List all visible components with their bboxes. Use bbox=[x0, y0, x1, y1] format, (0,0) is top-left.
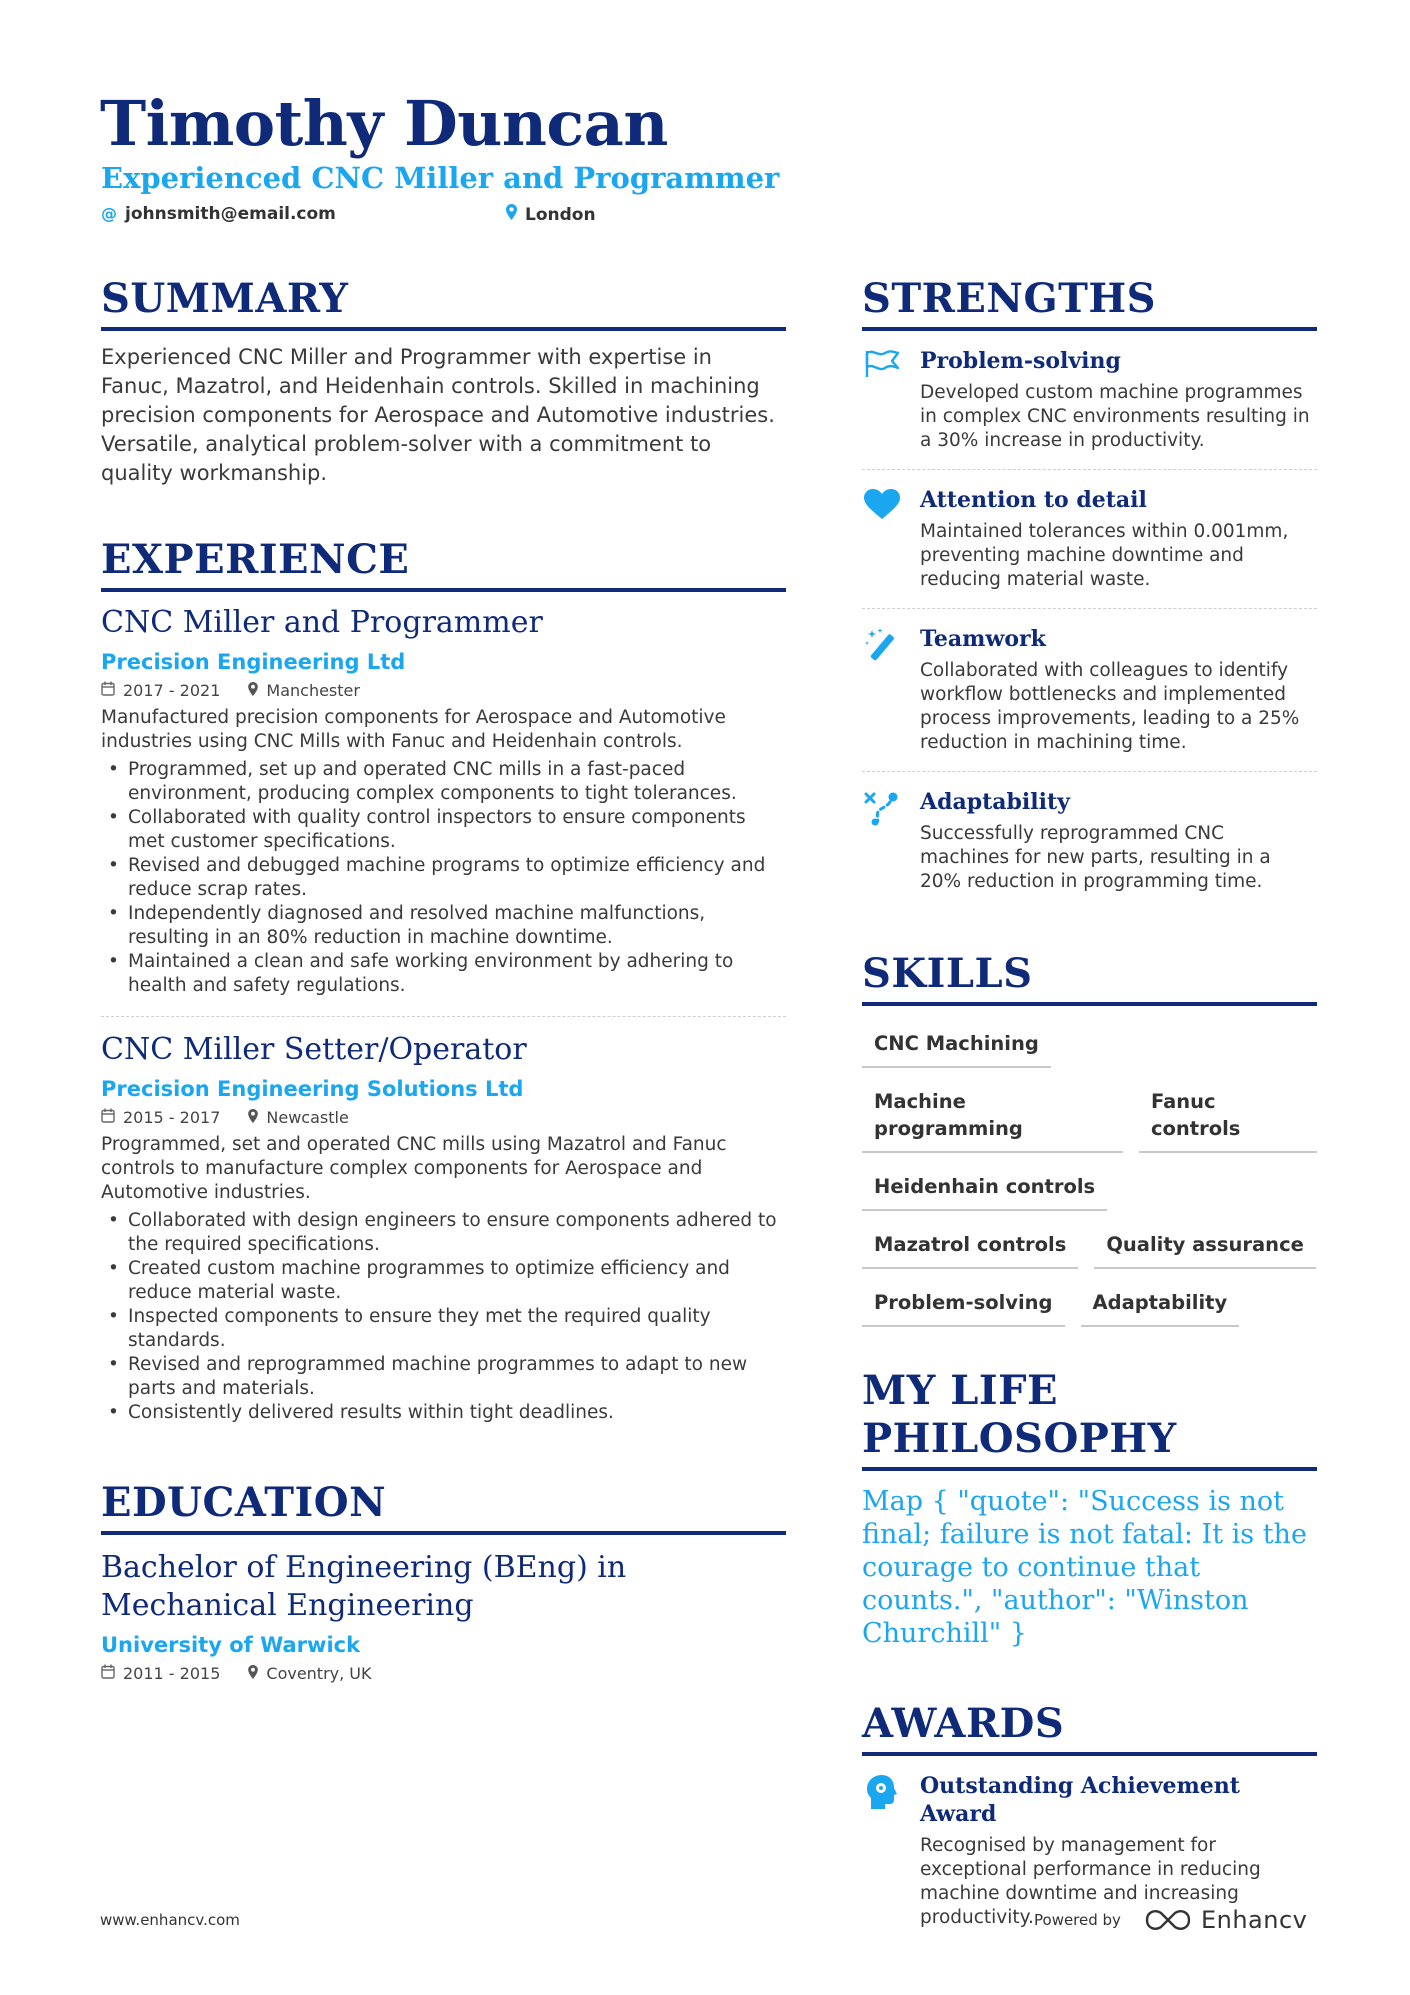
headline: Experienced CNC Miller and Programmer bbox=[101, 161, 780, 195]
education-dates: 2011 - 2015 bbox=[123, 1664, 221, 1683]
bullet-item: • Maintained a clean and safe working environment by adhering to health and safety regulations. bbox=[101, 950, 786, 998]
job-dates: 2017 - 2021 bbox=[123, 681, 221, 700]
head-icon bbox=[865, 1774, 899, 1930]
location-pin-icon bbox=[506, 204, 517, 225]
bullet-item: • Created custom machine programmes to optimize efficiency and reduce material waste. bbox=[101, 1257, 786, 1305]
skills-list bbox=[862, 1024, 1317, 1327]
bullet-item: • Consistently delivered results within tight deadlines. bbox=[101, 1401, 786, 1425]
skill-tag: Adaptability bbox=[1081, 1283, 1240, 1327]
education-meta bbox=[101, 1663, 786, 1685]
education-section bbox=[101, 1479, 786, 1685]
job-location: Newcastle bbox=[266, 1108, 349, 1127]
skill-tag: Fanuc controls bbox=[1139, 1082, 1317, 1153]
flag-icon bbox=[863, 349, 901, 453]
location-contact bbox=[506, 204, 596, 225]
job-location: Manchester bbox=[266, 681, 360, 700]
calendar-icon bbox=[101, 1107, 115, 1129]
job-bullets bbox=[101, 1209, 786, 1425]
heart-icon bbox=[863, 488, 901, 592]
job-entry bbox=[101, 1031, 786, 1437]
strength-title: Problem-solving bbox=[920, 348, 1121, 374]
location-text: London bbox=[525, 204, 596, 225]
experience-section bbox=[101, 536, 786, 1437]
award-title: Outstanding Achievement Award bbox=[920, 1773, 1240, 1827]
calendar-icon bbox=[101, 680, 115, 702]
enhancv-logo-icon bbox=[1145, 1909, 1191, 1931]
right-column bbox=[862, 275, 1317, 1946]
bullet-item: • Programmed, set up and operated CNC mills in a fast-paced environment, producing complex components to tight tolerances. bbox=[101, 758, 786, 806]
strength-description: Collaborated with colleagues to identify workflow bottlenecks and implemented process improvements, leading to a 25% reduction in machining time. bbox=[920, 660, 1300, 753]
award-description: Recognised by management for exceptional performance in reducing machine downtime and increasing productivity. bbox=[920, 1835, 1261, 1928]
strengths-title: STRENGTHS bbox=[862, 275, 1317, 331]
strength-item bbox=[862, 609, 1317, 772]
route-icon bbox=[864, 790, 900, 894]
strength-title: Teamwork bbox=[920, 626, 1046, 652]
job-bullets bbox=[101, 758, 786, 998]
skills-section bbox=[862, 950, 1317, 1327]
strength-item bbox=[862, 331, 1317, 470]
summary-section bbox=[101, 275, 786, 488]
bullet-item: • Collaborated with quality control inspectors to ensure components met customer specifications. bbox=[101, 806, 786, 854]
candidate-name: Timothy Duncan bbox=[100, 87, 668, 160]
skill-tag: Quality assurance bbox=[1094, 1225, 1316, 1269]
enhancv-logo[interactable] bbox=[1145, 1906, 1307, 1934]
footer-branding bbox=[1034, 1906, 1307, 1934]
bullet-item: • Independently diagnosed and resolved machine malfunctions, resulting in an 80% reduction in machine downtime. bbox=[101, 902, 786, 950]
bullet-item: • Inspected components to ensure they met the required quality standards. bbox=[101, 1305, 786, 1353]
skill-tag: Machine programming bbox=[862, 1082, 1123, 1153]
experience-title: EXPERIENCE bbox=[101, 536, 786, 592]
philosophy-section bbox=[862, 1367, 1317, 1650]
job-entry bbox=[101, 604, 786, 1010]
school-name: University of Warwick bbox=[101, 1633, 361, 1657]
skill-tag: Mazatrol controls bbox=[862, 1225, 1078, 1269]
philosophy-title: MY LIFE PHILOSOPHY bbox=[862, 1367, 1317, 1471]
job-meta bbox=[101, 1107, 786, 1129]
education-location: Coventry, UK bbox=[266, 1664, 372, 1683]
at-icon: @ bbox=[101, 204, 117, 223]
brand-name: Enhancv bbox=[1200, 1906, 1308, 1934]
summary-title: SUMMARY bbox=[101, 275, 786, 331]
skills-title: SKILLS bbox=[862, 950, 1317, 1006]
magic-wand-icon bbox=[864, 627, 900, 755]
bullet-item: • Revised and reprogrammed machine programmes to adapt to new parts and materials. bbox=[101, 1353, 786, 1401]
location-pin-icon bbox=[248, 680, 258, 702]
strength-description: Maintained tolerances within 0.001mm, preventing machine downtime and reducing material waste. bbox=[920, 521, 1289, 590]
skill-tag: Heidenhain controls bbox=[862, 1167, 1107, 1211]
job-divider bbox=[101, 1016, 786, 1017]
bullet-item: • Collaborated with design engineers to ensure components adhered to the required specifications. bbox=[101, 1209, 786, 1257]
strength-description: Developed custom machine programmes in complex CNC environments resulting in a 30% increase in productivity. bbox=[920, 382, 1310, 451]
strength-title: Attention to detail bbox=[920, 487, 1147, 513]
summary-text: Experienced CNC Miller and Programmer with expertise in Fanuc, Mazatrol, and Heidenhain controls. Skilled in machining precision components for Aerospace and Automotive industries. Versatile, analytical problem-solver with a commitment to quality workmanship. bbox=[101, 345, 775, 485]
job-dates: 2015 - 2017 bbox=[123, 1108, 221, 1127]
bullet-item: • Revised and debugged machine programs to optimize efficiency and reduce scrap rates. bbox=[101, 854, 786, 902]
strength-description: Successfully reprogrammed CNC machines for new parts, resulting in a 20% reduction in programming time. bbox=[920, 823, 1271, 892]
location-pin-icon bbox=[248, 1107, 258, 1129]
strength-item bbox=[862, 772, 1317, 910]
email-contact[interactable] bbox=[101, 204, 336, 224]
degree-title: Bachelor of Engineering (BEng) in Mechanical Engineering bbox=[101, 1550, 627, 1623]
job-meta bbox=[101, 680, 786, 702]
skill-tag: CNC Machining bbox=[862, 1024, 1051, 1068]
left-column bbox=[101, 275, 786, 1685]
company-name: Precision Engineering Solutions Ltd bbox=[101, 1077, 524, 1101]
philosophy-quote: Map { "quote": "Success is not final; failure is not fatal: It is the courage to continue that counts.", "author": "Winston Churchill" } bbox=[862, 1486, 1307, 1649]
education-title: EDUCATION bbox=[101, 1479, 786, 1535]
job-title: CNC Miller and Programmer bbox=[101, 605, 543, 640]
strength-title: Adaptability bbox=[920, 789, 1070, 815]
awards-title: AWARDS bbox=[862, 1700, 1317, 1756]
powered-by-text: Powered by bbox=[1034, 1911, 1121, 1929]
skill-tag: Problem-solving bbox=[862, 1283, 1065, 1327]
job-description: Manufactured precision components for Aerospace and Automotive industries using CNC Mills with Fanuc and Heidenhain controls. bbox=[101, 707, 726, 752]
strengths-section bbox=[862, 275, 1317, 910]
footer-website[interactable]: www.enhancv.com bbox=[100, 1911, 240, 1929]
strength-item bbox=[862, 470, 1317, 609]
company-name: Precision Engineering Ltd bbox=[101, 650, 406, 674]
calendar-icon bbox=[101, 1663, 115, 1685]
job-description: Programmed, set and operated CNC mills using Mazatrol and Fanuc controls to manufacture complex components for Aerospace and Automotive industries. bbox=[101, 1134, 727, 1203]
email-text: johnsmith@email.com bbox=[125, 204, 336, 224]
location-pin-icon bbox=[248, 1663, 258, 1685]
job-title: CNC Miller Setter/Operator bbox=[101, 1032, 527, 1067]
